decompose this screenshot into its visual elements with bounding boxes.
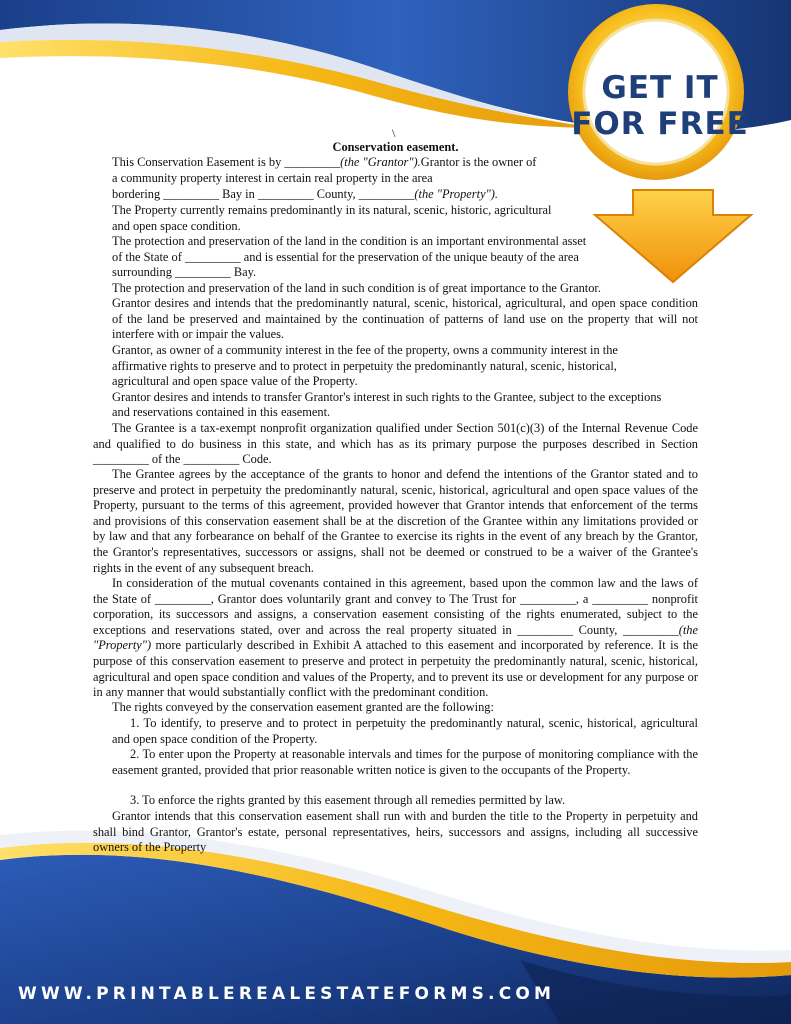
paragraph-line: a community property interest in certain real property in the area bbox=[112, 171, 433, 185]
paragraph-line: Grantor desires and intends to transfer Grantor's interest in such rights to the Grantee, subject to the exceptions bbox=[112, 390, 662, 404]
badge-line-2: FOR FREE bbox=[571, 106, 749, 142]
text-segment: bordering _________ Bay in _________ County, _________ bbox=[112, 187, 415, 201]
text-segment: In consideration of the mutual covenants contained in this agreement, based upon the common law and the laws of the State of _________, Grantor does voluntarily grant and convey to The Trust for _________, a _________ nonprofit corporation, its successors and assigns, a conservation easement consisting of the rights enumerated, subject to the exceptions and reservations stated, over and across the real property situated in _________ County, _________ bbox=[93, 576, 698, 637]
paragraph-line: surrounding _________ Bay. bbox=[112, 265, 257, 279]
badge-line-1: GET IT bbox=[601, 70, 719, 106]
paragraph-line: The rights conveyed by the conservation easement granted are the following: bbox=[112, 700, 494, 714]
paragraph-line: The Property currently remains predominantly in its natural, scenic, historic, agricultural bbox=[112, 203, 552, 217]
paragraph-line: Grantor, as owner of a community interest in the fee of the property, owns a community interest in the bbox=[112, 343, 618, 357]
text-segment: Grantor is the owner of bbox=[420, 155, 537, 169]
paragraph-line: and open space condition. bbox=[112, 219, 241, 233]
stray-mark: \ bbox=[392, 126, 396, 140]
paragraph-line: of the State of _________ and is essential for the preservation of the unique beauty of the area bbox=[112, 250, 579, 264]
text-segment-italic: (the "Property"). bbox=[414, 187, 498, 201]
paragraph-line bbox=[112, 155, 536, 171]
paragraph: Grantor desires and intends that the predominantly natural, scenic, historical, agricultural, and open space condition of the land be preserved and maintained by the continuation of patterns of land use on the property that will not interfere with or impair the values. bbox=[112, 296, 698, 342]
paragraph-line: agricultural and open space value of the Property. bbox=[112, 374, 358, 388]
paragraph: Grantor intends that this conservation easement shall run with and burden the title to the Property in perpetuity and shall bind Grantor, Grantor's estate, personal representatives, heirs, successors and assigns, including all successive owners of the Property bbox=[93, 809, 698, 855]
paragraph: The Grantee is a tax-exempt nonprofit organization qualified under Section 501(c)(3) of the Internal Revenue Code and qualified to do business in this state, and which has as its primary purpose the purposes described in Section _________ of the _________ Code. bbox=[93, 421, 698, 467]
text-segment-italic: (the "Grantor"). bbox=[340, 155, 421, 169]
text-segment-italic: (the "Property") bbox=[93, 622, 698, 653]
paragraph: The Grantee agrees by the acceptance of the grants to honor and defend the intentions of the Grantor stated and to preserve and protect in perpetuity the predominantly natural, scenic, historical, agricultural and open space values of the Property, pursuant to the terms of this agreement, provided however that Grantor intends that enforcement of the terms and provisions of this conservation easement shall be at the discretion of the Grantee within any limitations provided or by law and that any forbearance on behalf of the Grantee to exercise its rights in the event of any breach by the Grantor, the Grantor's representatives, successors or assigns, shall not be deemed or construed to be a waiver of the Grantee's rights in the event of any subsequent breach. bbox=[93, 467, 698, 575]
list-item: 2. To enter upon the Property at reasonable intervals and times for the purpose of monitoring compliance with the easement granted, provided that prior reasonable written notice is given to the occupants of the Property. bbox=[112, 747, 698, 777]
text-segment: This Conservation Easement is by _________ bbox=[112, 155, 341, 169]
paragraph-line: and reservations contained in this easement. bbox=[112, 405, 331, 419]
text-segment: more particularly described in Exhibit A attached to this easement and incorporated by reference. It is the purpose of this conservation easement to preserve and protect in perpetuity the predominantly natural, scenic, historical, agricultural and open space condition and values of the Property, and to prevent its use or development for any purpose or in any manner that would substantially conflict with the predominant condition. bbox=[93, 638, 698, 700]
document-title: Conservation easement. bbox=[332, 140, 459, 154]
paragraph-line: The protection and preservation of the land in such condition is of great importance to the Grantor. bbox=[112, 281, 601, 295]
paragraph-line: The protection and preservation of the land in the condition is an important environmental asset bbox=[112, 234, 587, 248]
paragraph bbox=[93, 576, 698, 701]
paragraph-line: affirmative rights to preserve and to protect in perpetuity the predominantly natural, scenic, historical, bbox=[112, 359, 617, 373]
list-item: 3. To enforce the rights granted by this easement through all remedies permitted by law. bbox=[130, 793, 566, 807]
paragraph-line bbox=[112, 187, 498, 203]
list-item: 1. To identify, to preserve and to protect in perpetuity the predominantly natural, scenic, historical, agricultural and open space condition of the Property. bbox=[112, 716, 698, 746]
footer-website-link[interactable]: WWW.PRINTABLEREALESTATEFORMS.COM bbox=[18, 984, 556, 1004]
